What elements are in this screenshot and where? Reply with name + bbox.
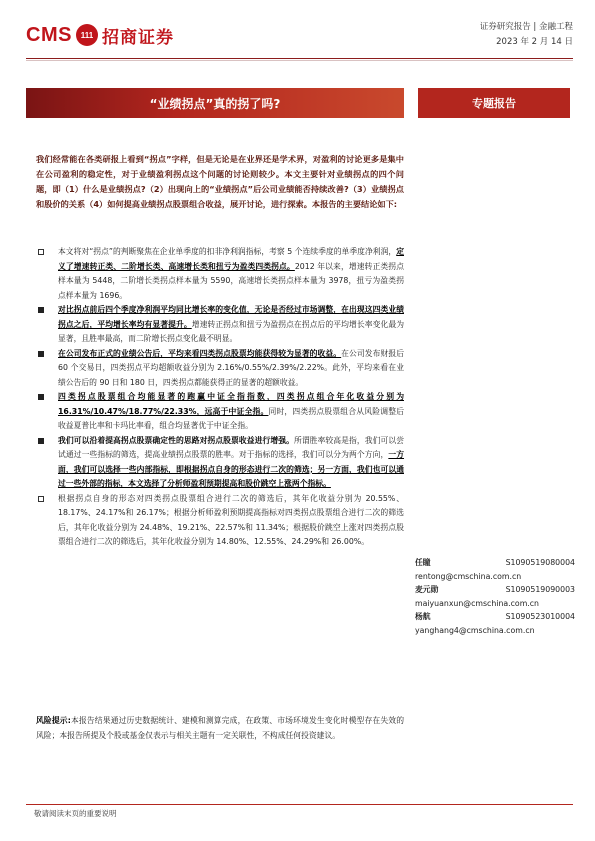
- finding-text: 在公司发布财报后 60 个交易日，四类拐点平均超额收益分别为 2.16%/0.55%/2.39%/2.22%。此外，平均来看在业绩公告后的 90 日和 180 日，四类拐点都能获得正的显著的超额收益。: [58, 348, 405, 387]
- finding-item: [36, 434, 404, 492]
- risk-warning: [36, 714, 404, 743]
- author-email[interactable]: rentong@cmschina.com.cn: [415, 571, 522, 581]
- author-row: [415, 556, 575, 570]
- finding-text: 本文将对“拐点”的判断聚焦在企业单季度的扣非净利润指标，考察 5 个连续季度的单季度净利润，: [58, 247, 397, 256]
- logo-chinese-name: 招商证券: [101, 27, 174, 48]
- topic-label: 专题报告: [418, 88, 570, 118]
- logo-cms-text: CMS: [26, 23, 72, 46]
- key-findings-list: [36, 245, 404, 550]
- header-meta: [480, 20, 573, 50]
- finding-highlight: 在公司发布正式的业绩公告后，平均来看四类拐点股票均能获得较为显著的收益。: [58, 348, 342, 358]
- author-name: 麦元勋: [415, 585, 439, 594]
- footer-note: 敬请阅读末页的重要说明: [34, 809, 117, 818]
- report-type: 证券研究报告 | 金融工程: [479, 22, 573, 32]
- author-license: S1090523010004: [505, 612, 575, 621]
- report-title: “业绩拐点”真的拐了吗?: [26, 88, 404, 118]
- author-name: 杨航: [415, 612, 431, 621]
- authors-panel: [415, 556, 575, 637]
- finding-item: [36, 390, 404, 434]
- bullet-square-icon: [38, 249, 44, 255]
- logo-emblem-icon: 111: [76, 24, 98, 46]
- finding-text: 2012 年以来，增速转正类拐点样本量为 5448，二阶增长类拐点样本量为 5590，高速增长类拐点样本量为 3978，扭亏为盈类拐点样本量为 1696。: [58, 261, 405, 300]
- company-logo: [26, 22, 174, 48]
- finding-item: [36, 303, 404, 347]
- author-row: [415, 610, 575, 624]
- intro-paragraph: 我们经常能在各类研报上看到“拐点”字样，但是无论是在业界还是学术界，对盈利的讨论更多是集中在公司盈利的稳定性，对于业绩盈利拐点这个问题的讨论则较少。本文主要针对业绩拐点的四个问题，即（1）什么是业绩拐点?（2）出现向上的“业绩拐点”后公司业绩能否持续改善?（3）业绩拐点和股价的关系（4）如何提高业绩拐点股票组合收益，展开讨论，进行探索。本报告的主要结论如下:: [36, 154, 404, 209]
- bullet-square-icon: [38, 351, 44, 357]
- header-divider-secondary: [26, 60, 573, 61]
- bullet-square-icon: [38, 496, 44, 502]
- bullet-square-icon: [38, 307, 44, 313]
- finding-item: [36, 347, 404, 391]
- finding-highlight: 一方面，我们可以选择一些内部指标，即根据拐点自身的形态进行二次的筛选；另一方面，我们也可以通过一些外部的指标，本文选择了分析师盈利预期提高和股价跳空上涨两个指标。: [58, 450, 405, 488]
- finding-text: 增速转正拐点和扭亏为盈拐点在拐点后的平均增长率变化最为显著，且胜率最高，而二阶增长拐点变化最不明显。: [58, 319, 405, 343]
- risk-label: 风险提示:: [36, 716, 71, 725]
- report-date: 2023 年 2 月 14 日: [496, 37, 573, 47]
- finding-item: [36, 245, 404, 303]
- author-name: 任瞳: [415, 558, 431, 567]
- author-license: S1090519080004: [505, 558, 575, 567]
- finding-highlight: 四类拐点股票组合均能显著的跑赢中证全指指数，四类拐点组合年化收益分别为 16.31%/10.47%/18.77%/22.33%，远高于中证全指。: [58, 392, 404, 416]
- author-license: S1090519090003: [505, 585, 575, 594]
- author-email[interactable]: maiyuanxun@cmschina.com.cn: [415, 598, 540, 608]
- author-row: [415, 583, 575, 597]
- risk-text: 本报告结果通过历史数据统计、建模和测算完成，在政策、市场环境发生变化时模型存在失效的风险；本报告所提及个股或基金仅表示与相关主题有一定关联性，不构成任何投资建议。: [36, 716, 405, 740]
- bullet-square-icon: [38, 438, 44, 444]
- finding-highlight: 定义了增速转正类、二阶增长类、高速增长类和扭亏为盈类四类拐点。: [58, 247, 404, 271]
- finding-highlight: 我们可以沿着提高拐点股票确定性的思路对拐点股票收益进行增强。: [58, 435, 294, 445]
- finding-text: 根据拐点自身的形态对四类拐点股票组合进行二次的筛选后，其年化收益分别为 20.55%、18.17%、24.17%和 26.17%；根据分析师盈利预期提高指标对四类拐点股票组合进行二次的筛选后，其年化收益分别为 24.48%、19.21%、22.57%和 11.34%；根据股价跳空上涨对四类拐点股票组合进行二次的筛选后，其年化收益分别为 14.80%、12.55%、24.29%和 26.00%。: [58, 493, 404, 546]
- finding-item: [36, 492, 404, 550]
- footer-divider: [26, 804, 573, 805]
- finding-highlight: 对比拐点前后四个季度净利润平均同比增长率的变化值，无论是否经过市场调整，在出现这四类业绩拐点之后，平均增长率均有显著提升。: [58, 305, 404, 329]
- finding-text: 同时，四类拐点股票组合从风险调整后收益夏普比率和卡玛比率看，组合均显著优于中证全指。: [58, 406, 404, 430]
- bullet-square-icon: [38, 394, 44, 400]
- finding-text: 所谓胜率较高是指，我们可以尝试通过一些指标的筛选，提高业绩拐点股票的胜率。对于指标的选择，我们可以分为两个方向，: [58, 435, 404, 459]
- header-divider: [26, 58, 573, 59]
- author-email[interactable]: yanghang4@cmschina.com.cn: [415, 625, 535, 635]
